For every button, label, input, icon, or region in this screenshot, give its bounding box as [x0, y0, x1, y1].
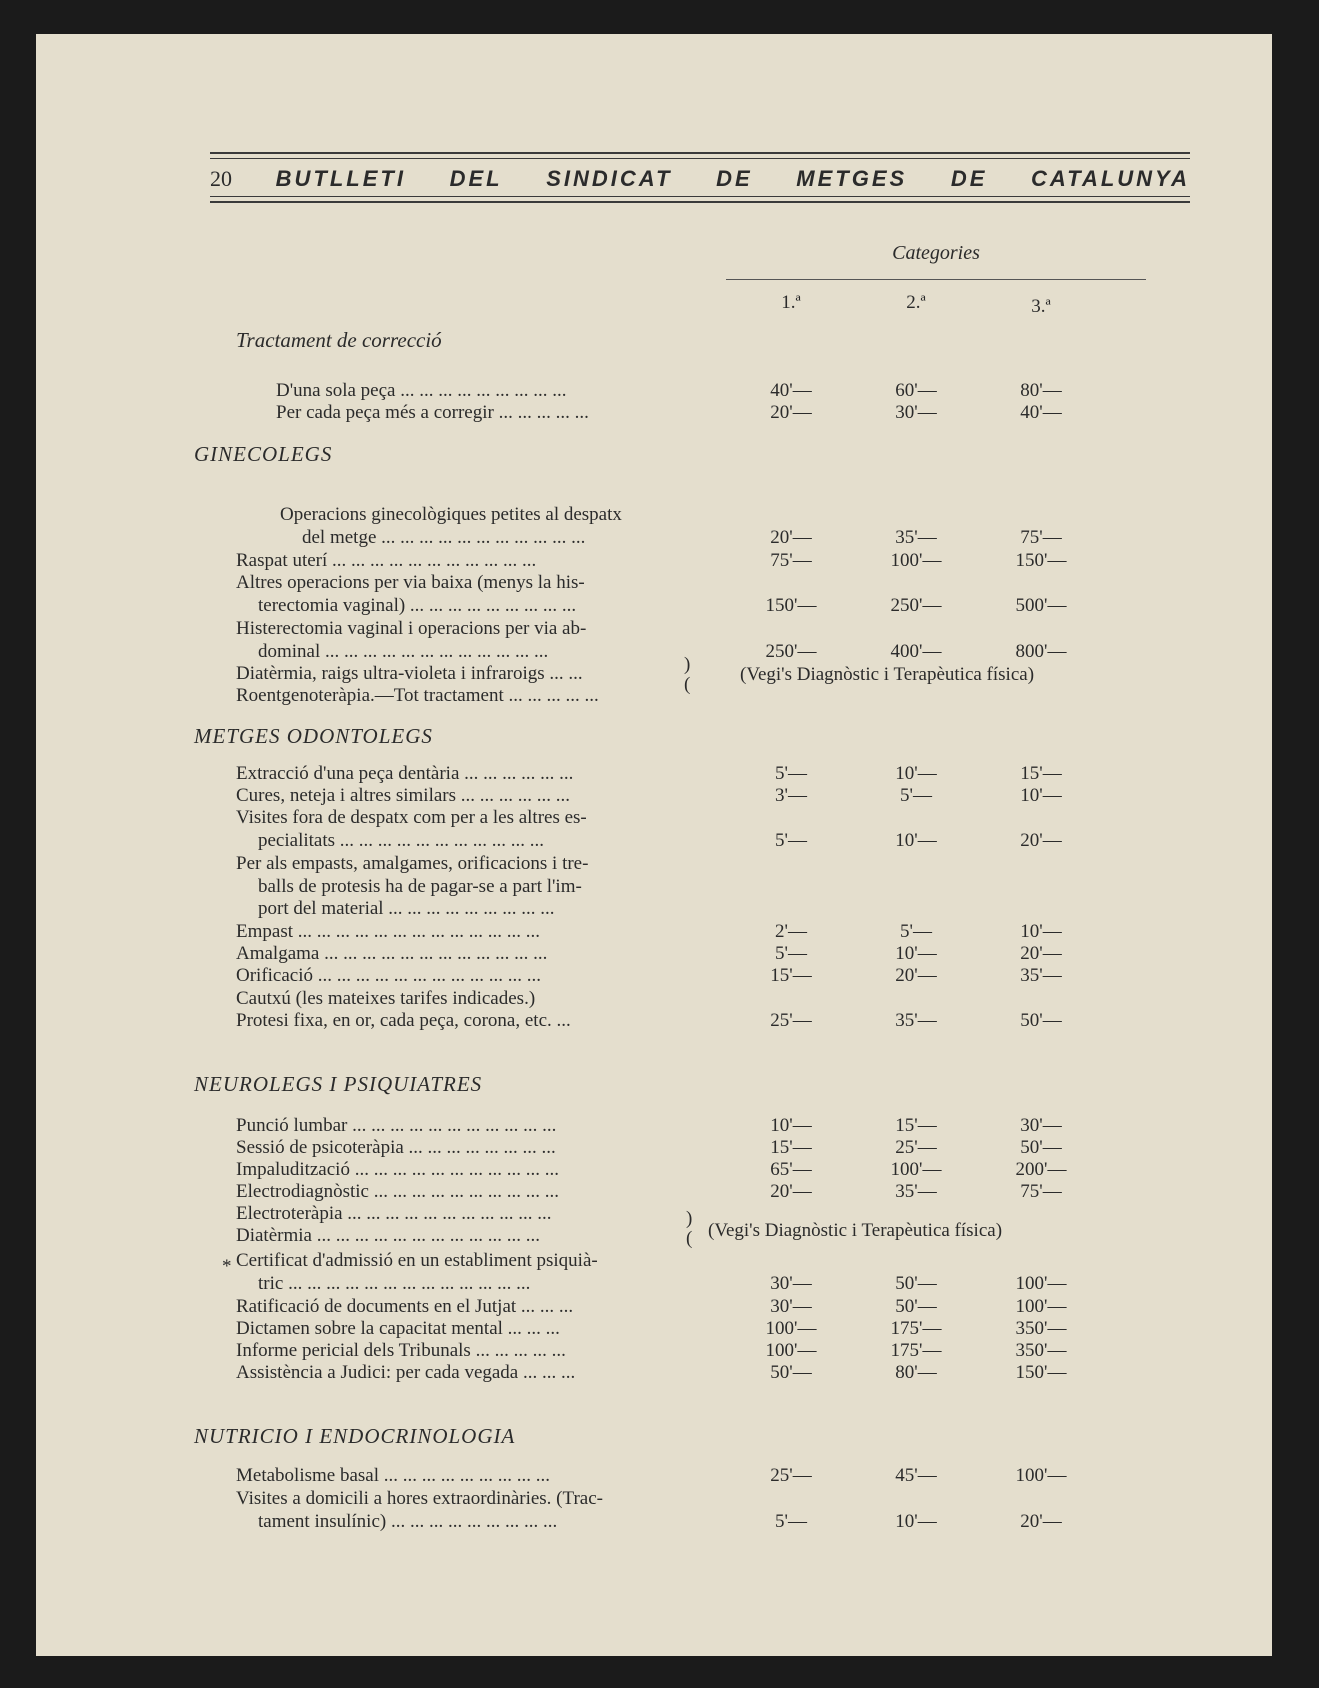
category-1-value: 50'—	[770, 1362, 812, 1383]
category-3-value: 500'—	[1015, 594, 1067, 616]
table-row	[36, 504, 1272, 526]
table-row	[36, 1159, 1272, 1181]
table-row	[36, 663, 1272, 685]
row-label: port del material ... ... ... ... ... ... ... ... ...	[258, 898, 555, 919]
row-label: Dictamen sobre la capacitat mental ... ... ...	[236, 1318, 560, 1339]
table-row	[36, 1318, 1272, 1340]
table-row	[36, 921, 1272, 943]
category-2-value: 250'—	[890, 594, 942, 616]
table-row	[36, 943, 1272, 965]
category-1-value: 10'—	[770, 1115, 812, 1136]
brace: (	[686, 1228, 693, 1249]
category-3-value: 75'—	[1020, 526, 1062, 548]
category-1-value: 25'—	[770, 1465, 812, 1486]
category-2-value: 25'—	[895, 1137, 937, 1158]
table-row	[36, 1465, 1272, 1487]
table-row	[36, 1225, 1272, 1247]
row-label: Electroteràpia ... ... ... ... ... ... ... ... ... ... ...	[236, 1203, 552, 1224]
header-word: METGES	[796, 166, 908, 191]
category-2-value: 10'—	[895, 829, 937, 851]
category-3-heading: 3.ª	[1031, 296, 1051, 317]
brace: )	[686, 1208, 693, 1229]
categories-title: Categories	[892, 242, 980, 264]
table-row	[36, 830, 1272, 852]
header-word: BUTLLETI	[275, 166, 406, 191]
section-title: NEUROLEGS I PSIQUIATRES	[194, 1072, 483, 1096]
row-label: Visites a domicili a hores extraordinàries. (Trac-	[236, 1488, 603, 1509]
table-row	[36, 1488, 1272, 1510]
row-label: Altres operacions per via baixa (menys la his-	[236, 572, 585, 593]
header-word: SINDICAT	[546, 166, 673, 191]
category-3-value: 200'—	[1015, 1159, 1067, 1180]
table-row	[36, 641, 1272, 663]
category-1-heading: 1.ª	[781, 292, 801, 313]
row-label: Cautxú (les mateixes tarifes indicades.)	[236, 988, 536, 1009]
category-1-value: 5'—	[775, 829, 807, 851]
row-label: Sessió de psicoteràpia ... ... ... ... ... ... ... ...	[236, 1137, 556, 1158]
row-label: Certificat d'admissió en un establiment psiquià-	[236, 1250, 598, 1271]
category-3-value: 150'—	[1015, 550, 1067, 571]
header-word: DE	[716, 166, 753, 191]
category-2-value: 35'—	[895, 1181, 937, 1202]
table-row	[36, 1340, 1272, 1362]
category-3-value: 30'—	[1020, 1115, 1062, 1136]
table-row	[36, 1137, 1272, 1159]
category-1-value: 15'—	[770, 965, 812, 986]
row-label: Empast ... ... ... ... ... ... ... ... ... ... ... ... ...	[236, 921, 540, 942]
row-label: del metge ... ... ... ... ... ... ... ... ... ... ...	[302, 526, 586, 548]
category-3-value: 350'—	[1015, 1340, 1067, 1361]
row-label: Orificació ... ... ... ... ... ... ... ... ... ... ... ...	[236, 965, 542, 986]
brace: (	[684, 674, 691, 695]
row-label: Extracció d'una peça dentària ... ... ... ... ... ...	[236, 763, 574, 784]
category-1-value: 20'—	[770, 402, 812, 423]
category-2-value: 35'—	[895, 526, 937, 548]
category-1-value: 20'—	[770, 1181, 812, 1202]
category-1-value: 250'—	[765, 640, 817, 662]
category-2-value: 100'—	[890, 550, 942, 571]
category-3-value: 20'—	[1020, 829, 1062, 851]
category-2-heading: 2.ª	[906, 292, 926, 313]
category-1-value: 100'—	[765, 1340, 817, 1361]
table-row	[36, 572, 1272, 594]
category-1-value: 30'—	[770, 1296, 812, 1317]
table-row	[36, 898, 1272, 920]
row-label: Punció lumbar ... ... ... ... ... ... ... ... ... ... ...	[236, 1115, 557, 1136]
row-label: Diatèrmia ... ... ... ... ... ... ... ... ... ... ... ...	[236, 1225, 540, 1246]
table-row	[36, 402, 1272, 424]
running-header	[210, 166, 1190, 194]
row-label: Informe pericial dels Tribunals ... ... ... ... ...	[236, 1340, 566, 1361]
row-label: Per als empasts, amalgames, orificacions i tre-	[236, 853, 589, 874]
header-rule-top	[210, 152, 1190, 154]
category-1-value: 40'—	[770, 380, 812, 401]
category-2-value: 175'—	[890, 1340, 942, 1361]
category-1-value: 25'—	[770, 1010, 812, 1031]
table-row	[36, 965, 1272, 987]
table-row	[36, 1010, 1272, 1032]
category-3-value: 40'—	[1020, 402, 1062, 423]
table-row	[36, 618, 1272, 640]
category-1-value: 5'—	[775, 1510, 807, 1532]
table-row	[36, 876, 1272, 898]
row-label: Visites fora de despatx com per a les altres es-	[236, 807, 587, 828]
category-1-value: 100'—	[765, 1318, 817, 1339]
category-2-value: 15'—	[895, 1115, 937, 1136]
category-2-value: 10'—	[895, 1510, 937, 1532]
page-number: 20	[210, 166, 232, 191]
section-title: Tractament de correcció	[236, 328, 442, 352]
category-1-value: 5'—	[775, 943, 807, 964]
page	[36, 34, 1272, 1656]
category-2-value: 400'—	[890, 640, 942, 662]
category-1-value: 150'—	[765, 594, 817, 616]
table-row	[36, 1203, 1272, 1225]
category-3-value: 10'—	[1020, 921, 1062, 942]
brace: )	[684, 654, 691, 675]
table-row	[36, 550, 1272, 572]
category-2-value: 35'—	[895, 1010, 937, 1031]
row-label: Operacions ginecològiques petites al despatx	[280, 504, 622, 525]
category-1-value: 15'—	[770, 1137, 812, 1158]
table-row	[36, 380, 1272, 402]
table-row	[36, 1296, 1272, 1318]
header-rule-top-thin	[210, 158, 1190, 159]
row-label: Per cada peça més a corregir ... ... ... ... ...	[276, 402, 589, 423]
table-row	[36, 685, 1272, 707]
category-3-value: 35'—	[1020, 965, 1062, 986]
category-3-value: 80'—	[1020, 380, 1062, 401]
asterisk-mark: *	[222, 1256, 232, 1277]
row-label: Raspat uterí ... ... ... ... ... ... ... ... ... ... ...	[236, 550, 537, 571]
table-row	[36, 1511, 1272, 1533]
header-word: DE	[950, 166, 988, 191]
category-1-value: 65'—	[770, 1159, 812, 1180]
row-label: Metabolisme basal ... ... ... ... ... ... ... ... ...	[236, 1465, 550, 1486]
category-2-value: 80'—	[895, 1362, 937, 1383]
category-3-value: 800'—	[1015, 640, 1067, 662]
section-title: GINECOLEGS	[194, 442, 333, 466]
category-3-value: 100'—	[1015, 1272, 1067, 1294]
row-label: Cures, neteja i altres similars ... ... ... ... ... ...	[236, 785, 571, 806]
row-label: Diatèrmia, raigs ultra-violeta i infraroigs ... ...	[236, 663, 583, 684]
table-row	[36, 785, 1272, 807]
category-1-value: 30'—	[770, 1272, 812, 1294]
category-3-value: 10'—	[1020, 785, 1062, 806]
row-label: D'una sola peça ... ... ... ... ... ... ... ... ...	[276, 380, 567, 401]
category-3-value: 150'—	[1015, 1362, 1067, 1383]
table-row	[36, 853, 1272, 875]
category-3-value: 100'—	[1015, 1465, 1067, 1486]
category-1-value: 5'—	[775, 763, 807, 784]
category-3-value: 75'—	[1020, 1181, 1062, 1202]
section-title: METGES ODONTOLEGS	[194, 724, 433, 748]
category-3-value: 100'—	[1015, 1296, 1067, 1317]
category-2-value: 10'—	[895, 763, 937, 784]
category-1-value: 20'—	[770, 526, 812, 548]
table-row	[36, 1115, 1272, 1137]
category-2-value: 5'—	[900, 921, 932, 942]
category-2-value: 60'—	[895, 380, 937, 401]
header-rule-bottom-thin	[210, 196, 1190, 197]
category-2-value: 45'—	[895, 1465, 937, 1486]
category-3-value: 15'—	[1020, 763, 1062, 784]
category-2-value: 30'—	[895, 402, 937, 423]
header-word: CATALUNYA	[1031, 166, 1190, 191]
row-label: tament insulínic) ... ... ... ... ... ... ... ... ...	[258, 1510, 558, 1532]
category-2-value: 10'—	[895, 943, 937, 964]
table-row	[36, 763, 1272, 785]
category-2-value: 5'—	[900, 785, 932, 806]
table-row	[36, 595, 1272, 617]
row-label: dominal ... ... ... ... ... ... ... ... ... ... ... ...	[258, 640, 549, 662]
row-label: balls de protesis ha de pagar-se a part l'im-	[258, 875, 582, 897]
category-1-value: 3'—	[775, 785, 807, 806]
table-row	[36, 1362, 1272, 1384]
category-1-value: 2'—	[775, 921, 807, 942]
category-2-value: 50'—	[895, 1296, 937, 1317]
header-rule-bottom	[210, 201, 1190, 203]
row-label: Assistència a Judici: per cada vegada ... ... ...	[236, 1362, 576, 1383]
category-3-value: 20'—	[1020, 943, 1062, 964]
row-label: Electrodiagnòstic ... ... ... ... ... ... ... ... ... ...	[236, 1181, 559, 1202]
gine-note: (Vegi's Diagnòstic i Terapèutica física)	[740, 664, 1035, 685]
row-label: Ratificació de documents en el Jutjat ... ... ...	[236, 1296, 574, 1317]
neuro-note: (Vegi's Diagnòstic i Terapèutica física)	[708, 1220, 1003, 1241]
row-label: Amalgama ... ... ... ... ... ... ... ... ... ... ... ...	[236, 943, 548, 964]
category-3-value: 350'—	[1015, 1318, 1067, 1339]
category-3-value: 50'—	[1020, 1010, 1062, 1031]
category-1-value: 75'—	[770, 550, 812, 571]
category-2-value: 20'—	[895, 965, 937, 986]
table-row	[36, 1181, 1272, 1203]
table-row	[36, 807, 1272, 829]
row-label: Roentgenoteràpia.—Tot tractament ... ... ... ... ...	[236, 685, 599, 706]
row-label: terectomia vaginal) ... ... ... ... ... ... ... ... ...	[258, 594, 577, 616]
row-label: pecialitats ... ... ... ... ... ... ... ... ... ... ...	[258, 829, 545, 851]
category-3-value: 50'—	[1020, 1137, 1062, 1158]
category-2-value: 100'—	[890, 1159, 942, 1180]
row-label: Histerectomia vaginal i operacions per via ab-	[236, 618, 587, 639]
table-row	[36, 527, 1272, 549]
row-label: tric ... ... ... ... ... ... ... ... ... ... ... ... ...	[258, 1272, 531, 1294]
category-2-value: 175'—	[890, 1318, 942, 1339]
category-3-value: 20'—	[1020, 1510, 1062, 1532]
row-label: Protesi fixa, en or, cada peça, corona, etc. ...	[236, 1010, 571, 1031]
row-label: Impaludització ... ... ... ... ... ... ... ... ... ... ...	[236, 1159, 559, 1180]
header-word: DEL	[449, 166, 503, 191]
categories-rule	[726, 279, 1146, 280]
section-title: NUTRICIO I ENDOCRINOLOGIA	[194, 1424, 516, 1448]
table-row	[36, 988, 1272, 1010]
category-2-value: 50'—	[895, 1272, 937, 1294]
